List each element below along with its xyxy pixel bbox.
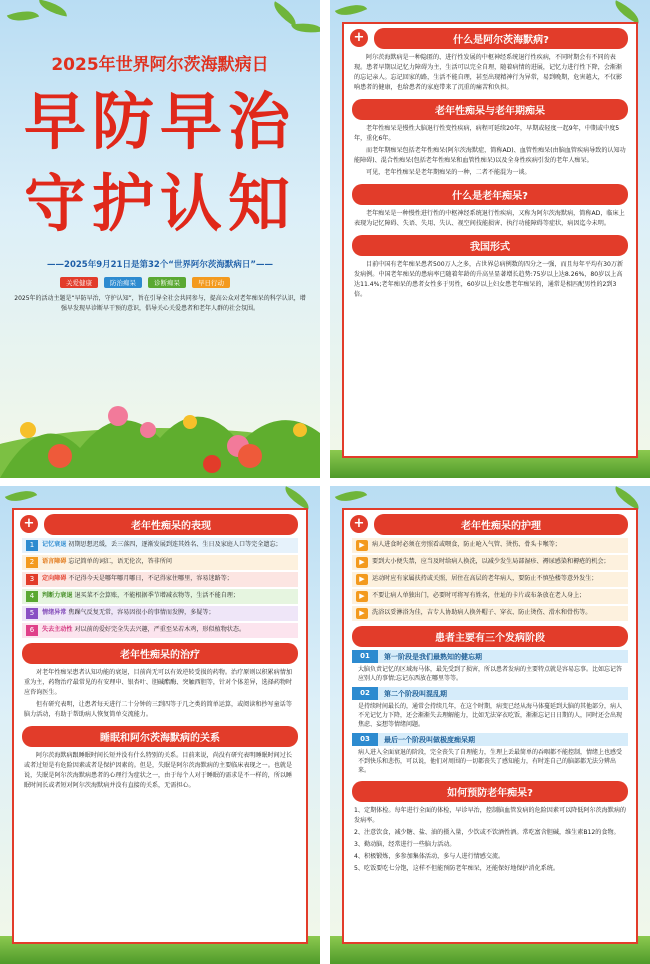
section-title: 老年性痴呆的表现 [44, 514, 298, 535]
stage-header [352, 650, 628, 663]
tag: 防治痴呆 [104, 277, 142, 288]
symptom-item [22, 589, 298, 604]
headline-line2: 守护认知 [23, 167, 296, 240]
symptom-text: 初期思想迟缓，丢三落四，逐渐发展到连其姓名、生日及家庭人口等完全遗忘； [68, 541, 282, 548]
event-title: 2025年世界阿尔茨海默病日 [51, 55, 269, 75]
symptom-item [22, 538, 298, 553]
symptom-key: 语言障碍 [42, 558, 67, 565]
leaf-decoration [611, 486, 643, 510]
section-title: 睡眠和阿尔茨海默病的关系 [22, 726, 298, 747]
stage-number: 03 [352, 733, 378, 746]
section-title: 我国形式 [352, 235, 628, 256]
content-card [342, 22, 638, 458]
prevention-item: 1、定期体检。每年进行全面的体检，早诊早治，控制脑血管发病的危险因素可以降低阿尔茨海默病的发病率。 [354, 807, 627, 824]
section-title: 什么是老年痴呆? [352, 184, 628, 205]
section-title: 老年性痴呆与老年期痴呆 [352, 99, 628, 120]
leaf-decoration [281, 486, 313, 510]
symptom-item [22, 606, 298, 621]
prevention-item: 5、吃饭要吃七分饱，这样不但能预防老年痴呆，还能保好地保护消化系统。 [354, 865, 559, 872]
flower-field-illustration [0, 338, 320, 478]
item-number: 3 [26, 574, 38, 585]
tag: 诊断痴呆 [148, 277, 186, 288]
stage-text: 病人进入全面衰退的阶段，完全丧失了自理能力，生理上丢最简单的吞咽都不能控制，情绪上也感受不到快乐和悲伤，可以说，他们对周围的一切都丧失了感知能力，有时连自己的脑部都无法分辨出来。 [358, 749, 623, 774]
leaf-decoration [611, 0, 643, 24]
date-line: ——2025年9月21日是第32个“世界阿尔茨海默病日”—— [47, 260, 273, 270]
plus-icon: + [350, 29, 368, 47]
care-item [352, 589, 628, 604]
stage-number: 01 [352, 650, 378, 663]
poster-care [330, 486, 650, 964]
care-text: 洗浴以妥淋浴为佳，吉专人协助病人换外帽子、穿衣、防止烫伤、滑水和骨伤等。 [372, 609, 592, 616]
section-title: 如何预防老年痴呆? [352, 781, 628, 802]
stage-text: 大脑负责记忆的区域海马体，最先受到了损害，所以患者发病的主要特点就是容易忘事。比如忘记答应别人的事情;忘记东西放在哪里等等。 [358, 666, 623, 682]
care-text: 要到大小便失禁，应当及时给病人换洗，以减少发生局部湿疹、褥尿感染和褥疮的机会； [372, 558, 610, 565]
headline-line1: 早防早治 [23, 85, 296, 158]
care-item [352, 538, 628, 553]
plus-icon: + [350, 515, 368, 533]
symptom-key: 情绪异常 [42, 609, 67, 616]
arrow-icon: ▶ [356, 574, 368, 585]
symptom-text: 退买菜不会算账，不能根据季节增减衣物等，生活不能自理； [74, 592, 239, 599]
symptom-item [22, 555, 298, 570]
leaf-decoration [37, 0, 69, 17]
stage-title: 第一阶段是我们最熟知的健忘期 [384, 652, 482, 661]
leaf-decoration [335, 0, 367, 22]
prevention-item: 2、注意饮食，减少糖、盐、油的摄入量，少饮或不饮酒性酒。常吃富含胆碱，维生素B12的食物。 [354, 829, 620, 836]
item-number: 1 [26, 540, 38, 551]
care-item [352, 606, 628, 621]
section-title: 患者主要有三个发病阶段 [352, 626, 628, 647]
section-text: 老年性痴呆是慢性大脑退行性变性疾病，病程可延续20年，早期或轻度一起9年，中期或中度5年，重化6年。 [354, 125, 620, 142]
poster-symptoms [0, 486, 320, 964]
intro-text: 2025年的活动主题是“早防早治，守护认知”，旨在引导全社会共同参与，提高公众对老年痴呆的科学认识，增强早发现早诊断早干预的意识，倡导关心关爱患者和老年人群的社会氛围。 [14, 295, 306, 312]
tag: 关爱健康 [60, 277, 98, 288]
stage-number: 02 [352, 687, 378, 700]
symptom-item [22, 572, 298, 587]
symptom-text: 忘记简单的词汇，语无伦次，答非所问 [68, 558, 172, 565]
stage-text: 是持续时间最长的，通常会持续几年，在这个时期，病变已经从海马体蔓延到大脑的其他部分，病人不光记忆力下降，还会渐渐失去理解能力，比如无法穿衣吃饭，渐渐忘记日日期的人，同时还会出现焦虑、妄想等情绪问题。 [358, 703, 623, 728]
stage-header [352, 733, 628, 746]
care-text: 运动时应有家属扶持或关照，居住在高层的老年病人，要防止不慎坠楼等意外发生； [372, 575, 598, 582]
section-text: 阿尔茨海默病是一种隐匿的、进行性发展的中枢神经系统退行性疾病，不同时期会有不同的表现。患者早期以记忆力障碍为主，生活可以完全自理，随着病情的进展，记忆力进行性下降，会渐渐的忘记亲人。忘记回家的路，生活不能自理，甚至出现精神行为异常，易到晚期，危害越大，不仅影响患者的健康，也给患者的家庭带来了沉重的痛苦和负担。 [354, 54, 623, 91]
stage-title: 最后一个阶段叫做极度痴呆期 [384, 735, 475, 744]
care-text: 病人进食时必须在旁照看或喂食，防止呛入气管、烫伤、骨头卡喉等； [372, 541, 561, 548]
leaf-decoration [5, 486, 37, 508]
symptom-key: 记忆衰退 [42, 541, 67, 548]
tag-row [60, 277, 230, 288]
item-number: 2 [26, 557, 38, 568]
section-text: 老年痴呆是一种慢性进行性的中枢神经系统退行性疾病，又称为阿尔茨海默病，简称AD，临床上表现为记忆障碍、失语、失用、失认、视空间技能损害、执行功能障碍等症状，病因迄今未明。 [354, 210, 625, 227]
content-card [342, 508, 638, 944]
prevention-item: 3、勤动脑，经常进行一些脑力活动。 [354, 841, 456, 848]
tag: 早日行动 [192, 277, 230, 288]
stage-header [352, 687, 628, 700]
section-title: 什么是阿尔茨海默病? [374, 28, 628, 49]
prevention-item: 4、积极锻炼，多参加集体活动，多与人进行情感交流。 [354, 853, 505, 860]
care-text: 不要让病人单独出门，必要时可将写有姓名，住址的卡片或布条放在老人身上； [372, 592, 586, 599]
arrow-icon: ▶ [356, 557, 368, 568]
arrow-icon: ▶ [356, 591, 368, 602]
section-text: 阿尔茨海默病跟睡眠时间长短并没有什么特别的关系。目前来说，尚没有研究表明睡眠时间过长或者过短是有危险因素或者是保护因素的。但是，失眠是阿尔茨海默病的主要临床表现之一。也就是说，失眠是阿尔茨海默病患者的心理行为症状之一，由于每个人对于睡眠的需求是不一样的，所以睡眠时间长或者短对阿尔茨海默病并没有直接的关系，无需担心。 [24, 752, 293, 789]
section-text: 可见，老年性痴呆是老年期痴呆的一种，二者不能混为一谈。 [366, 169, 531, 176]
poster-knowledge [330, 0, 650, 478]
arrow-icon: ▶ [356, 608, 368, 619]
plus-icon: + [20, 515, 38, 533]
leaf-decoration [335, 486, 367, 508]
symptom-text: 对以前的爱好完全失去兴趣，严重至呆若木鸡，形似植物状态。 [74, 626, 246, 633]
stage-title: 第二个阶段叫混乱期 [384, 689, 447, 698]
section-title: 老年性痴呆的护理 [374, 514, 628, 535]
symptom-key: 判断力衰退 [42, 592, 73, 599]
care-item [352, 572, 628, 587]
section-title: 老年性痴呆的治疗 [22, 643, 298, 664]
symptom-text: 焦躁气反复无常，容易因很小的事情而发脾，多疑等； [68, 609, 215, 616]
symptom-key: 失去主动性 [42, 626, 73, 633]
symptom-item [22, 623, 298, 638]
item-number: 4 [26, 591, 38, 602]
section-text: 目前中国有老年痴呆患者500万人之多，占世界总病例数的四分之一强，而且每年平均有30万新发病例。中国老年痴呆的患病率已随着年龄的升高呈显著增长趋势:75岁以上达8.26%，80岁以上高达11.4%;老年痴呆的患者女性多于男性，60岁以上妇女患老年痴呆的，通常是相匹配男性的2到3倍。 [354, 261, 624, 298]
section-text: 而老年期痴呆包括老年性痴呆(阿尔茨海默症，简称AD)、血管性痴呆(由脑血管疾病导致的认知功能障碍)、混合性痴呆(包括老年性痴呆和血管性痴呆)以及全身性疾病引发的老年人痴呆。 [354, 147, 626, 164]
section-text: 但有研究表明，让患者每天进行二十分钟的三到四等于几之类的简单运算，或阅读和抄写童话等脑力活动，有助于帮助病人恢复简单交流能力。 [24, 701, 292, 718]
arrow-icon: ▶ [356, 540, 368, 551]
content-card [12, 508, 308, 944]
care-item [352, 555, 628, 570]
item-number: 5 [26, 608, 38, 619]
symptom-text: 不记得今天是哪年哪月哪日，不记得家住哪里，容易迷路等； [68, 575, 233, 582]
section-text: 对老年性痴呆患者认知功能的衰退，目前尚无可以有效逆转受损的药物。治疗原则以积累病情加重为主，药物治疗最常见的有安理申、银杏叶、胆碱酯酶、突触西胆等，针对个体差异，选择药物时应咨询医生。 [24, 669, 293, 696]
leaf-decoration [7, 5, 39, 27]
item-number: 6 [26, 625, 38, 636]
symptom-key: 定向障碍 [42, 575, 67, 582]
poster-cover [0, 0, 320, 478]
